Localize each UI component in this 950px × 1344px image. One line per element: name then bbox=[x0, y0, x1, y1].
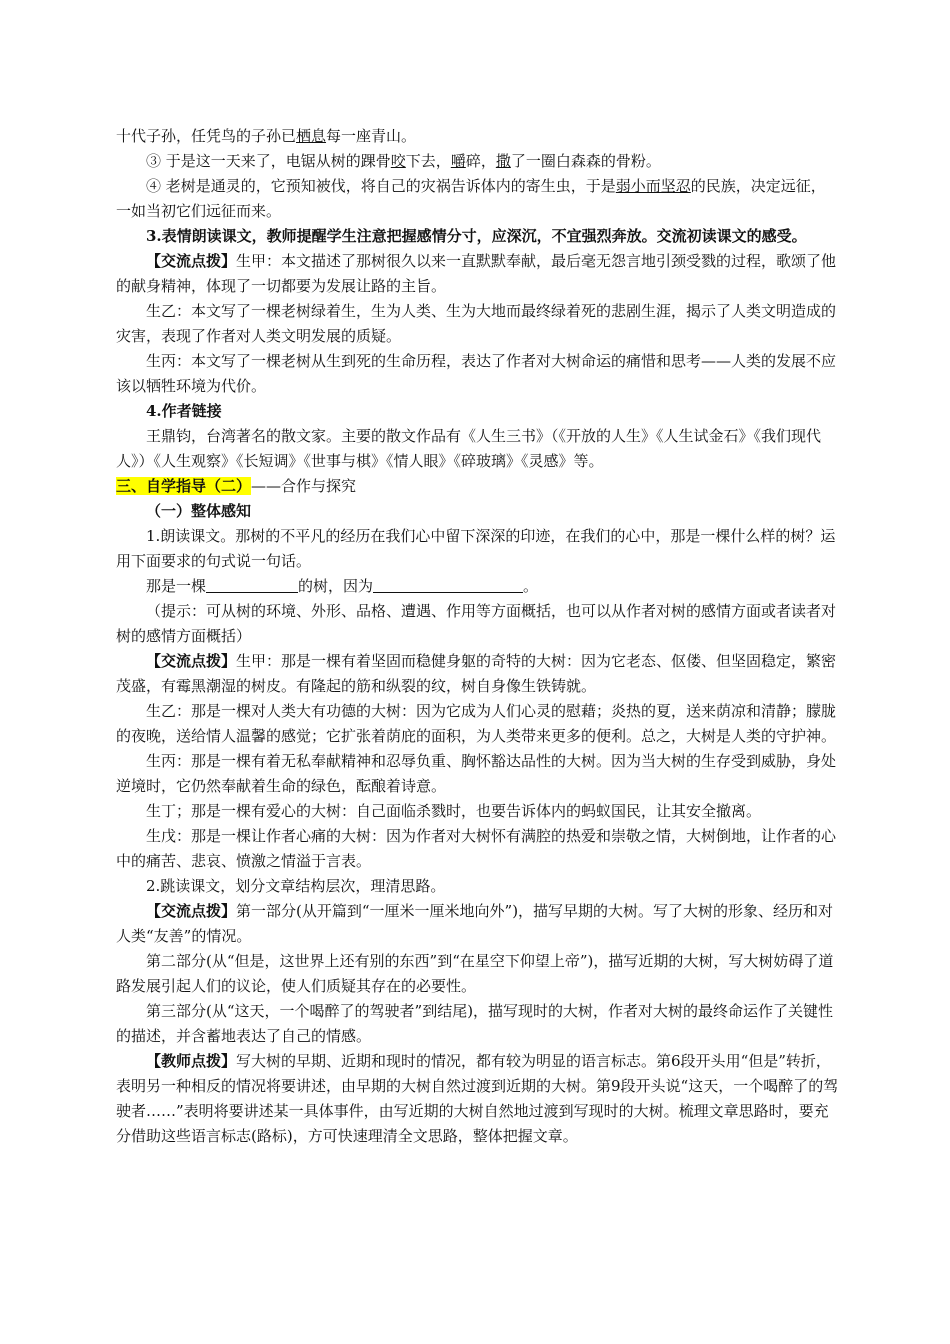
poem-line-3: ③ 于是这一天来了，电锯从树的踝骨咬下去，嚼碎，撒了一圈白森森的骨粉。 bbox=[146, 152, 661, 170]
document-page bbox=[116, 124, 840, 1149]
structure-note-2: 第二部分(从“但是，这世界上还有别的东西”到“在星空下仰望上帝”)，描写近期的大树，写大树妨碍了道路发展引起人们的议论，使人们质疑其存在的必要性。 bbox=[116, 952, 834, 995]
step-3-heading: 3.表情朗读课文，教师提醒学生注意把握感情分寸，应深沉，不宜强烈奔放。交流初读课文的感受。 bbox=[146, 227, 807, 245]
subsection-1-heading: （一）整体感知 bbox=[146, 502, 252, 520]
structure-note-1: 【交流点拨】第一部分(从开篇到“一厘米一厘米地向外”)，描写早期的大树。写了大树的形象、经历和对人类“友善”的情况。 bbox=[116, 902, 834, 945]
question-2: 2.跳读课文，划分文章结构层次，理清思路。 bbox=[146, 877, 446, 895]
question-1: 1.朗读课文。那树的不平凡的经历在我们心中留下深深的印迹，在我们的心中，那是一棵什么样的树？运用下面要求的句式说一句话。 bbox=[116, 527, 836, 570]
author-intro: 王鼎钧，台湾著名的散文家。主要的散文作品有《人生三书》（《开放的人生》《人生试金石》《我们现代人》）《人生观察》《长短调》《世事与棋》《情人眼》《碎玻璃》《灵感》等。 bbox=[116, 427, 822, 470]
discussion-note-4: 【交流点拨】生甲：那是一棵有着坚固而稳健身躯的奇特的大树：因为它老态、伛偻、但坚固稳定，繁密茂盛，有霉黑潮湿的树皮。有隆起的筋和纵裂的纹，树自身像生铁铸就。 bbox=[116, 652, 837, 695]
discussion-note-2: 生乙：本文写了一棵老树绿着生，生为人类、生为大地而最终绿着死的悲剧生涯，揭示了人类文明造成的灾害，表现了作者对人类文明发展的质疑。 bbox=[116, 302, 837, 345]
discussion-note-3: 生丙：本文写了一棵老树从生到死的生命历程，表达了作者对大树命运的痛惜和思考——人类的发展不应该以牺牲环境为代价。 bbox=[116, 352, 837, 395]
discussion-note-7: 生丁；那是一棵有爱心的大树：自己面临杀戮时，也要告诉体内的蚂蚁国民，让其安全撤离。 bbox=[146, 802, 762, 820]
discussion-note-6: 生丙：那是一棵有着无私奉献精神和忍辱负重、胸怀豁达品性的大树。因为当大树的生存受到威胁，身处逆境时，它仍然奉献着生命的绿色，酝酿着诗意。 bbox=[116, 752, 837, 795]
poem-line-1: 十代子孙，任凭鸟的子孙已栖息每一座青山。 bbox=[116, 127, 417, 145]
hint: （提示：可从树的环境、外形、品格、遭遇、作用等方面概括，也可以从作者对树的感情方面或者读者对树的感情方面概括） bbox=[116, 602, 837, 645]
structure-note-3: 第三部分(从“这天，一个喝醉了的驾驶者”到结尾)，描写现时的大树，作者对大树的最终命运作了关键性的描述，并含蓄地表达了自己的情感。 bbox=[116, 1002, 834, 1045]
discussion-note-8: 生戊：那是一棵让作者心痛的大树：因为作者对大树怀有满腔的热爱和崇敬之情，大树倒地，让作者的心中的痛苦、悲哀、愤激之情溢于言表。 bbox=[116, 827, 837, 870]
discussion-note-5: 生乙：那是一棵对人类大有功德的大树：因为它成为人们心灵的慰藉；炎热的夏，送来荫凉和清静；朦胧的夜晚，送给情人温馨的感觉；它扩张着荫庇的面积，为人类带来更多的便利。总之，大树是人类的守护神。 bbox=[116, 702, 837, 745]
blank-2[interactable] bbox=[373, 574, 523, 593]
poem-line-4: ④ 老树是通灵的，它预知被伐，将自己的灾祸告诉体内的寄生虫，于是弱小而坚忍的民族，决定远征，一如当初它们远征而来。 bbox=[116, 177, 826, 220]
step-4-heading: 4.作者链接 bbox=[146, 402, 222, 420]
fill-in-sentence: 那是一棵 的树，因为 。 bbox=[116, 574, 840, 599]
blank-1[interactable] bbox=[206, 574, 298, 593]
section-3-heading: 三、自学指导（二）——合作与探究 bbox=[116, 477, 357, 495]
discussion-note-1: 【交流点拨】生甲：本文描述了那树很久以来一直默默奉献，最后毫无怨言地引颈受戮的过程，歌颂了他的献身精神，体现了一切都要为发展让路的主旨。 bbox=[116, 252, 837, 295]
teacher-note: 【教师点拨】写大树的早期、近期和现时的情况，都有较为明显的语言标志。第6段开头用“但是”转折，表明另一种相反的情况将要讲述，由早期的大树自然过渡到近期的大树。第9段开头说“这天，一个喝醉了的驾驶者……”表明将要讲述某一具体事件，由写近期的大树自然地过渡到写现时的大树。梳理文章思路时，要充分借助这些语言标志(路标)，方可快速理清全文思路，整体把握文章。 bbox=[116, 1052, 839, 1145]
